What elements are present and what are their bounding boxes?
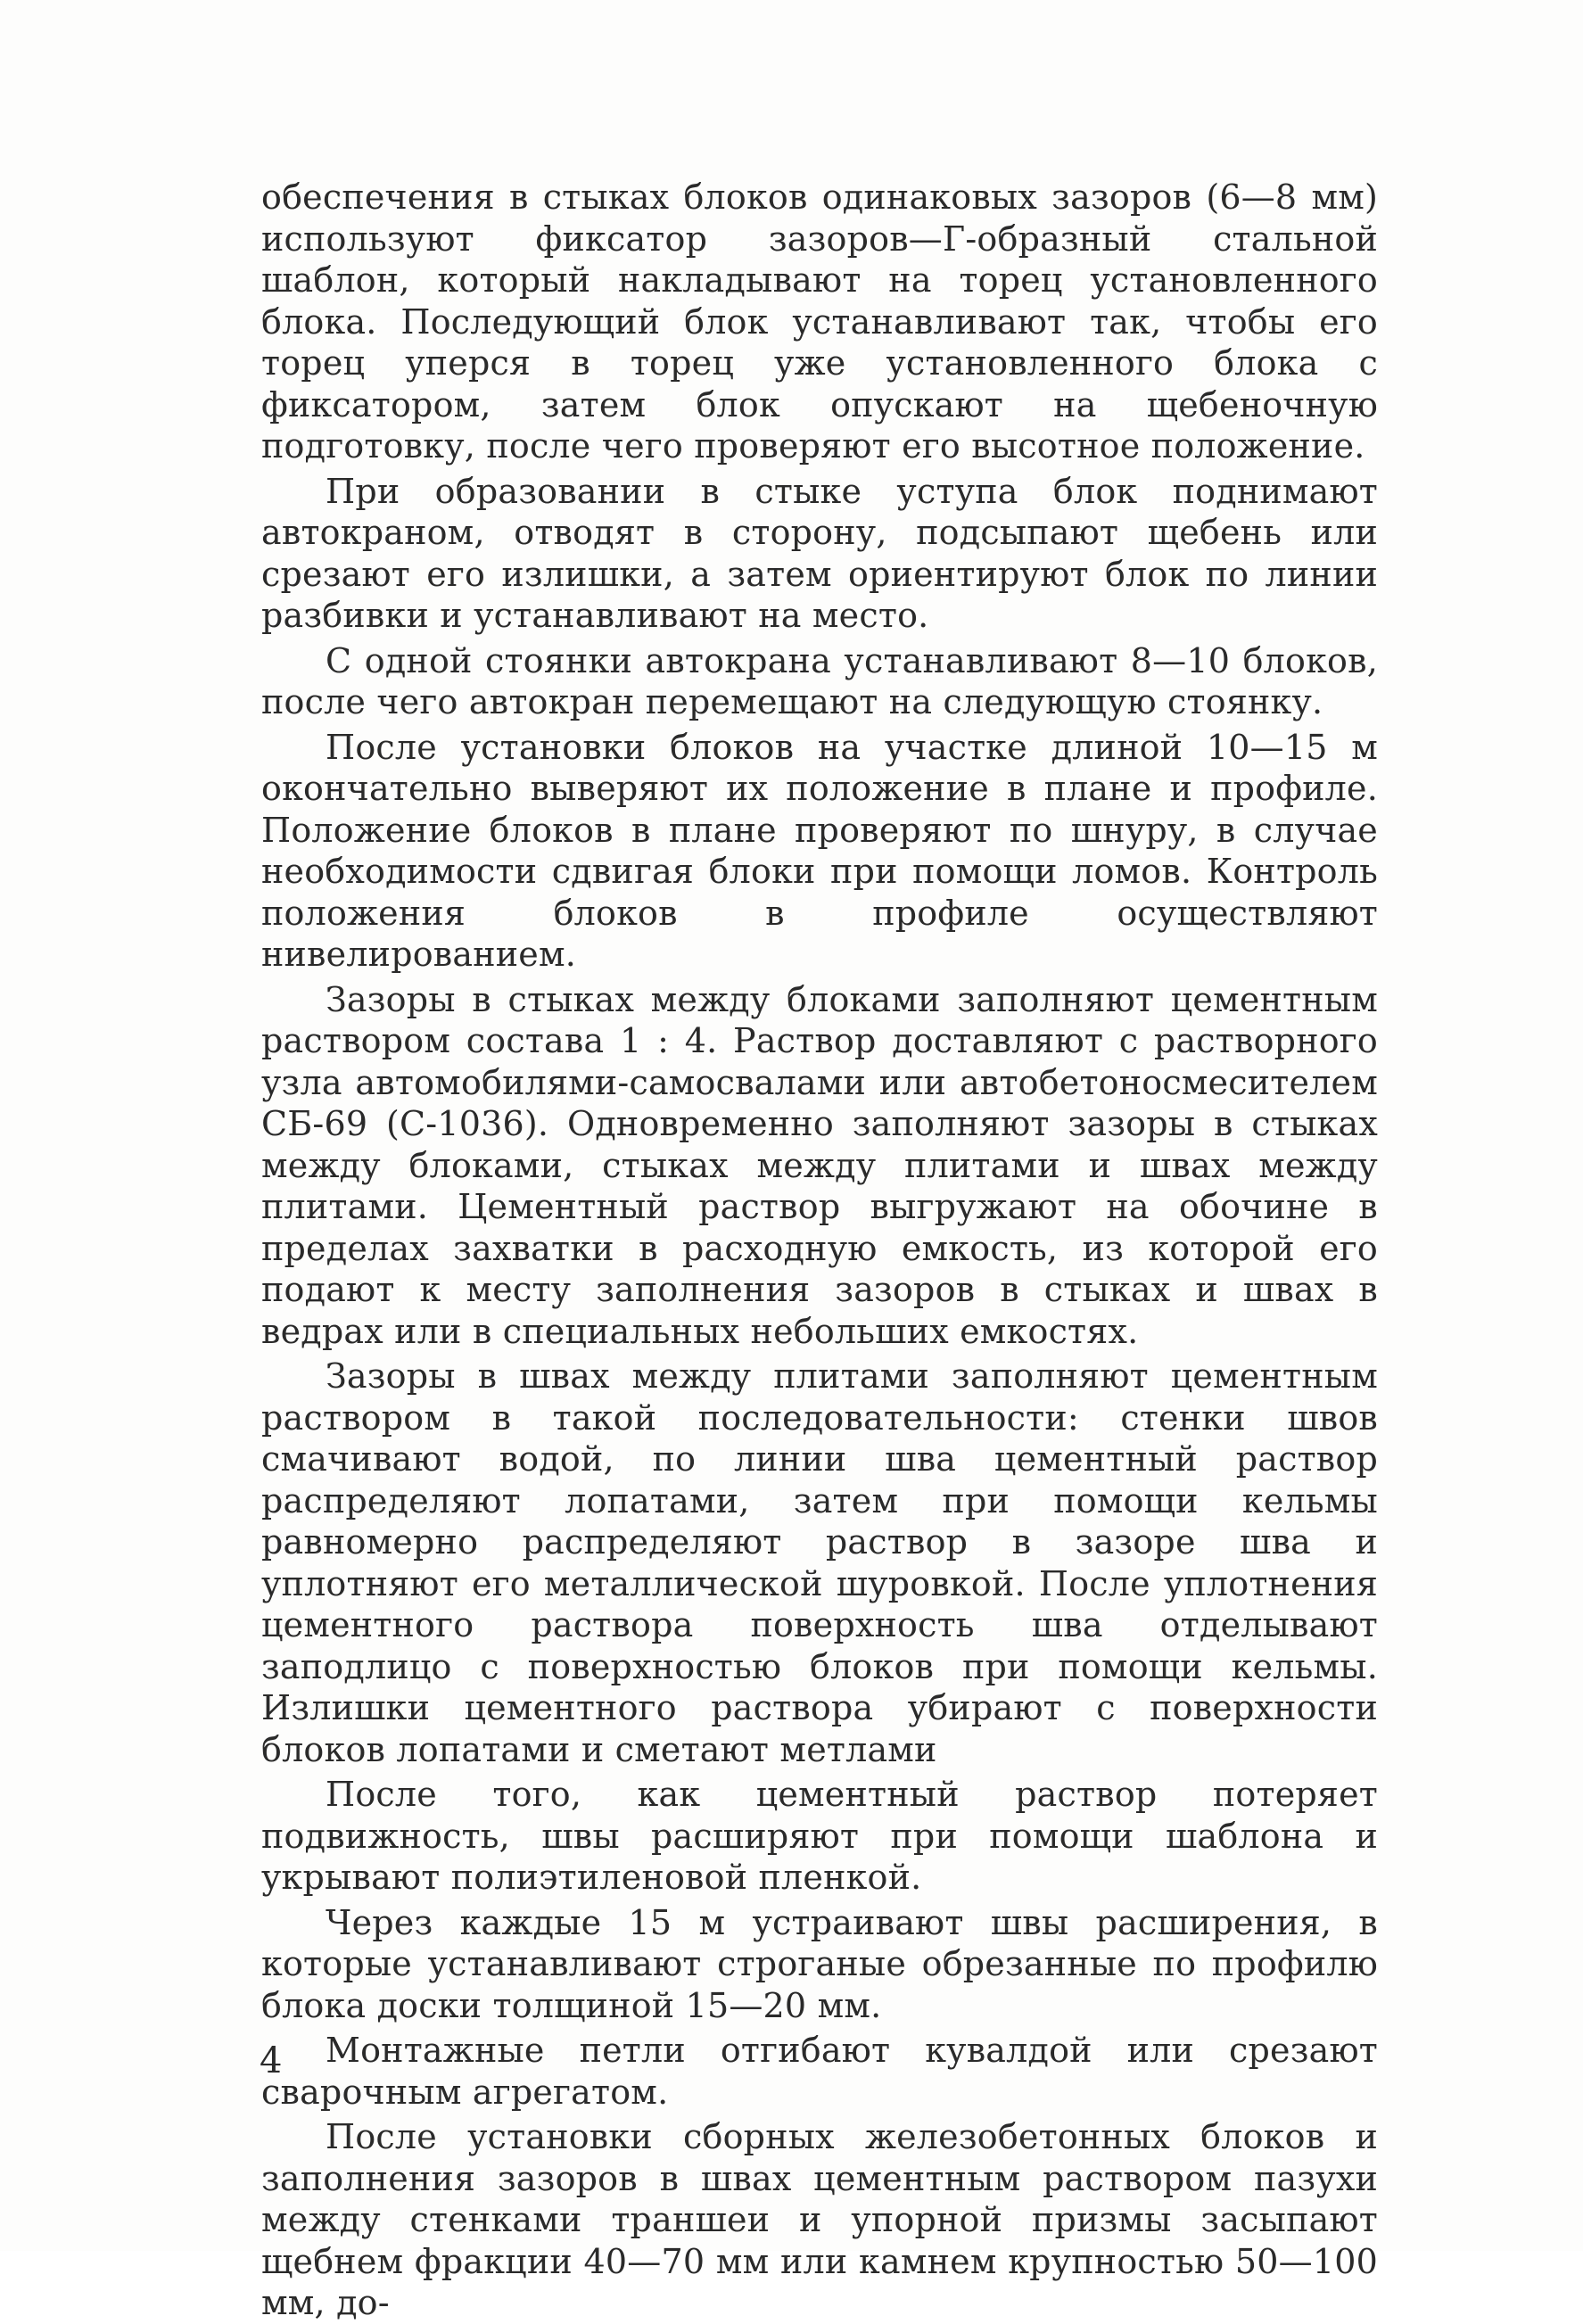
paragraph-1: обеспечения в стыках блоков одинаковых зазоров (6—8 мм) используют фиксатор зазоров—Г-образный стальной шаблон, который накладывают на торец установленного блока. Последующий блок устанавливают так, чтобы его торец уперся в торец уже установленного блока с фиксатором, затем блок опускают на щебеночную подготовку, после чего проверяют его высотное положение. [261, 177, 1378, 466]
paragraph-3: С одной стоянки автокрана устанавливают 8—10 блоков, после чего автокран перемещают на следующую стоянку. [261, 640, 1378, 721]
paragraph-4: После установки блоков на участке длиной 10—15 м окончательно выверяют их положение в плане и профиле. Положение блоков в плане проверяют по шнуру, в случае необходимости сдвигая блоки при помощи ломов. Контроль положения блоков в профиле осуществляют нивелированием. [261, 727, 1378, 974]
body-text [261, 177, 1378, 2324]
paragraph-6: Зазоры в швах между плитами заполняют цементным раствором в такой последовательности: стенки швов смачивают водой, по линии шва цементный раствор распределяют лопатами, затем при помощи кельмы равномерно распределяют раствор в зазоре шва и уплотняют его металлической шуровкой. После уплотнения цементного раствора поверхность шва отделывают заподлицо с поверхностью блоков при помощи кельмы. Излишки цементного раствора убирают с поверхности блоков лопатами и сметают метлами [261, 1356, 1378, 1769]
paragraph-8: Через каждые 15 м устраивают швы расширения, в которые устанавливают строганые обрезанные по профилю блока доски толщиной 15—20 мм. [261, 1902, 1378, 2025]
paragraph-7: После того, как цементный раствор потеряет подвижность, швы расширяют при помощи шаблона и укрывают полиэтиленовой пленкой. [261, 1775, 1378, 1897]
paragraph-9: Монтажные петли отгибают кувалдой или срезают сварочным агрегатом. [261, 2031, 1378, 2112]
page-number: 4 [260, 2040, 283, 2081]
paragraph-10: После установки сборных железобетонных блоков и заполнения зазоров в швах цементным раствором пазухи между стенками траншеи и упорной призмы засыпают щебнем фракции 40—70 мм или камнем крупностью 50—100 мм, до- [261, 2117, 1378, 2322]
paragraph-5: Зазоры в стыках между блоками заполняют цементным раствором состава 1 : 4. Раствор доставляют с растворного узла автомобилями-самосвалами или автобетоносмесителем СБ-69 (С-1036). Одновременно заполняют зазоры в стыках между блоками, стыках между плитами и швах между плитами. Цементный раствор выгружают на обочине в пределах захватки в расходную емкость, из которой его подают к месту заполнения зазоров в стыках и швах в ведрах или в специальных небольших емкостях. [261, 979, 1378, 1351]
paragraph-2: При образовании в стыке уступа блок поднимают автокраном, отводят в сторону, подсыпают щебень или срезают его излишки, а затем ориентируют блок по линии разбивки и устанавливают на место. [261, 471, 1378, 635]
